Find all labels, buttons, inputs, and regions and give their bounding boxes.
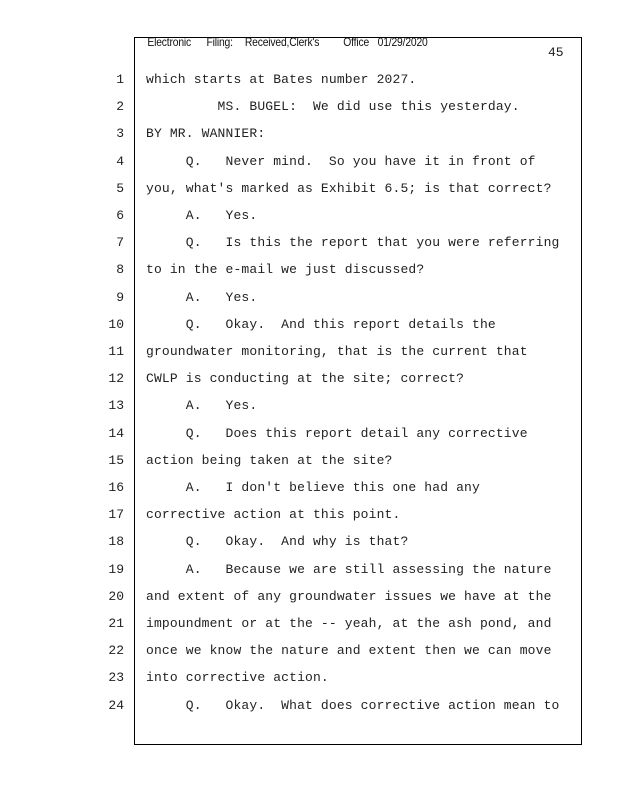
line-number: 9 <box>116 289 124 305</box>
header-office: Office <box>343 35 370 49</box>
line-text: and extent of any groundwater issues we have at the <box>146 588 552 604</box>
line-number: 10 <box>108 316 124 332</box>
line-number: 20 <box>108 588 124 604</box>
line-text: which starts at Bates number 2027. <box>146 72 417 87</box>
line-number: 16 <box>108 480 124 495</box>
line-number: 8 <box>116 262 124 278</box>
line-text: A. Yes. <box>146 289 258 305</box>
line-text: A. Because we are still assessing the nature <box>146 561 552 577</box>
line-number: 23 <box>108 670 124 686</box>
line-text: corrective action at this point. <box>146 507 401 523</box>
line-number: 1 <box>116 72 124 87</box>
line-text: Q. Is this the report that you were referring <box>146 235 560 251</box>
line-number: 13 <box>108 398 124 414</box>
line-text: groundwater monitoring, that is the current that <box>146 344 528 359</box>
filing-stamp-header <box>142 21 428 49</box>
transcript-line <box>0 420 618 447</box>
transcript-line <box>0 392 618 419</box>
transcript-line <box>0 229 618 256</box>
line-number: 11 <box>108 344 124 359</box>
line-number: 7 <box>116 235 124 251</box>
line-number: 15 <box>108 452 124 468</box>
transcript-line <box>0 202 618 229</box>
transcript-line <box>0 120 618 147</box>
header-date: 01/29/2020 <box>377 35 428 49</box>
line-number: 4 <box>116 153 124 169</box>
transcript-line <box>0 610 618 637</box>
line-text: A. Yes. <box>146 208 258 223</box>
header-electronic: Electronic <box>147 35 192 49</box>
line-text: A. Yes. <box>146 398 258 414</box>
transcript-line <box>0 338 618 365</box>
line-number: 17 <box>108 507 124 523</box>
line-text: Q. Okay. And why is that? <box>146 534 409 550</box>
line-text: Q. Okay. And this report details the <box>146 316 496 332</box>
transcript-line <box>0 501 618 528</box>
line-number: 6 <box>116 208 124 223</box>
transcript-line <box>0 175 618 202</box>
line-text: into corrective action. <box>146 670 329 686</box>
line-number: 18 <box>108 534 124 550</box>
line-text: Q. Okay. What does corrective action mean to <box>146 697 560 713</box>
transcript-line <box>0 664 618 691</box>
transcript-line <box>0 528 618 555</box>
line-number: 19 <box>108 561 124 577</box>
header-received: Received,Clerk's <box>244 35 320 49</box>
transcript-line <box>0 365 618 392</box>
line-text: MS. BUGEL: We did use this yesterday. <box>146 99 520 115</box>
line-text: impoundment or at the -- yeah, at the ash pond, and <box>146 616 552 631</box>
line-text: Q. Does this report detail any corrective <box>146 425 528 441</box>
line-number: 24 <box>108 697 124 713</box>
transcript-line <box>0 66 618 93</box>
transcript-line <box>0 447 618 474</box>
line-number: 5 <box>116 180 124 196</box>
line-number: 14 <box>108 425 124 441</box>
transcript-line <box>0 311 618 338</box>
line-text: you, what's marked as Exhibit 6.5; is that correct? <box>146 180 552 196</box>
line-number: 12 <box>108 371 124 387</box>
line-number: 2 <box>116 99 124 115</box>
page-number: 45 <box>548 45 564 60</box>
line-number: 3 <box>116 126 124 142</box>
line-text: Q. Never mind. So you have it in front of <box>146 153 536 169</box>
line-text: CWLP is conducting at the site; correct? <box>146 371 465 387</box>
line-text: BY MR. WANNIER: <box>146 126 266 142</box>
transcript-line <box>0 556 618 583</box>
transcript-line <box>0 637 618 664</box>
transcript-line <box>0 93 618 120</box>
transcript-line <box>0 583 618 610</box>
transcript-line <box>0 148 618 175</box>
line-text: action being taken at the site? <box>146 452 393 468</box>
line-text: to in the e-mail we just discussed? <box>146 262 425 278</box>
transcript-line <box>0 692 618 719</box>
transcript-line <box>0 474 618 501</box>
transcript-line <box>0 284 618 311</box>
transcript-line <box>0 256 618 283</box>
line-text: once we know the nature and extent then we can move <box>146 643 552 659</box>
line-text: A. I don't believe this one had any <box>146 480 480 495</box>
line-number: 21 <box>108 616 124 631</box>
line-number: 22 <box>108 643 124 659</box>
header-filing: Filing: <box>206 35 233 49</box>
